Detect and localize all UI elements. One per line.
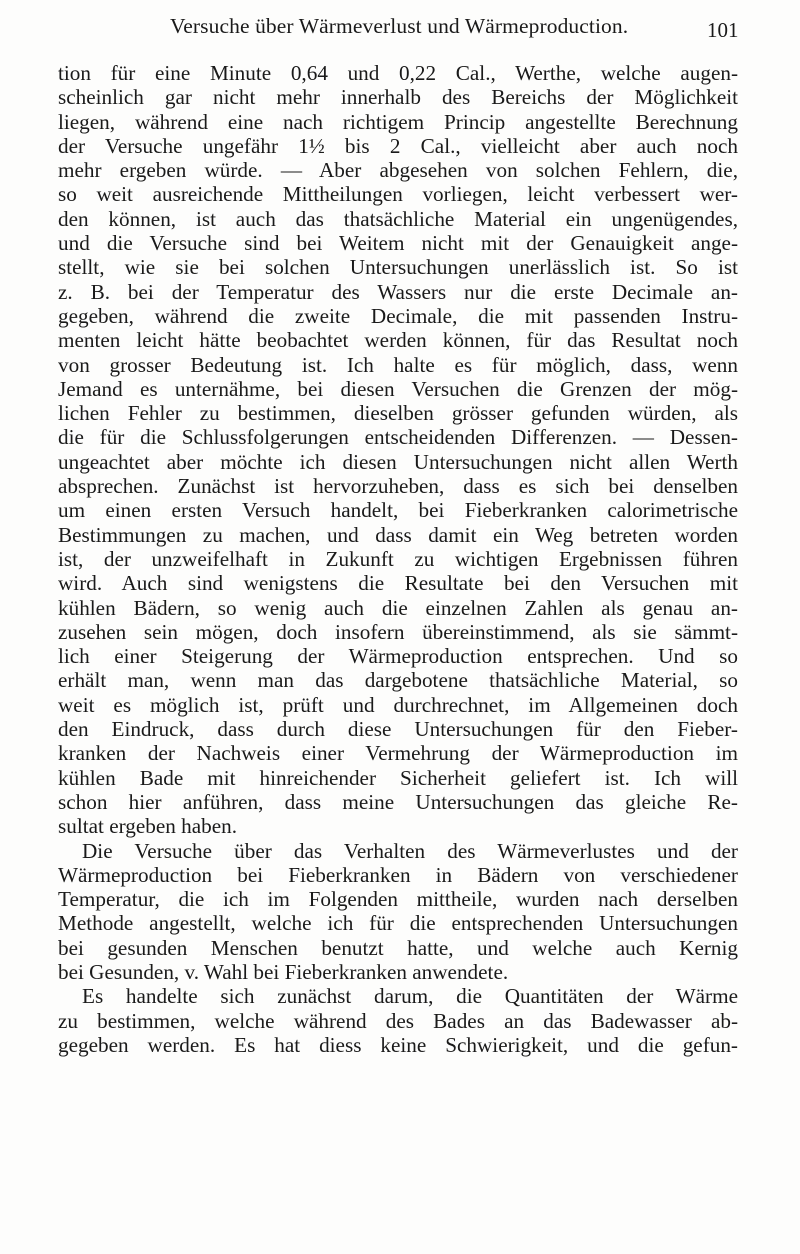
text-line: Die Versuche über das Verhalten des Wärmeverlustes und der	[82, 838, 738, 863]
text-line: scheinlich gar nicht mehr innerhalb des Bereichs der Möglichkeit	[58, 85, 738, 110]
text-line: den können, ist auch das thatsächliche Material ein ungenügendes,	[58, 206, 738, 231]
text-line: Jemand es unternähme, bei diesen Versuchen die Grenzen der mög-	[58, 376, 738, 401]
text-line: menten leicht hätte beobachtet werden können, für das Resultat noch	[58, 328, 738, 353]
text-line: absprechen. Zunächst ist hervorzuheben, dass es sich bei denselben	[58, 474, 738, 499]
text-line: wird. Auch sind wenigstens die Resultate bei den Versuchen mit	[58, 571, 738, 596]
text-line: kühlen Bade mit hinreichender Sicherheit geliefert ist. Ich will	[58, 765, 738, 790]
text-line: schon hier anführen, dass meine Untersuchungen das gleiche Re-	[58, 789, 738, 814]
text-line: zusehen sein mögen, doch insofern übereinstimmend, als sie sämmt-	[58, 619, 738, 644]
text-line: lichen Fehler zu bestimmen, dieselben grösser gefunden würden, als	[58, 401, 738, 426]
text-line: Wärmeproduction bei Fieberkranken in Bädern von verschiedener	[58, 862, 738, 887]
text-line: kühlen Bädern, so wenig auch die einzelnen Zahlen als genau an-	[58, 595, 738, 620]
text-line: zu bestimmen, welche während des Bades an das Badewasser ab-	[58, 1008, 738, 1033]
text-line: Bestimmungen zu machen, und dass damit ein Weg betreten worden	[58, 522, 738, 547]
text-line: weit es möglich ist, prüft und durchrechnet, im Allgemeinen doch	[58, 692, 738, 717]
text-line: und die Versuche sind bei Weitem nicht mit der Genauigkeit ange-	[58, 231, 738, 256]
text-line: gegeben werden. Es hat diess keine Schwierigkeit, und die gefun-	[58, 1032, 738, 1057]
page-number: 101	[707, 18, 739, 42]
text-line: Es handelte sich zunächst darum, die Quantitäten der Wärme	[82, 984, 738, 1009]
text-line: erhält man, wenn man das dargebotene thatsächliche Material, so	[58, 668, 738, 693]
text-line: so weit ausreichende Mittheilungen vorliegen, leicht verbessert wer-	[58, 182, 738, 207]
text-line: liegen, während eine nach richtigem Princip angestellte Berechnung	[58, 109, 738, 134]
text-line: ist, der unzweifelhaft in Zukunft zu wichtigen Ergebnissen führen	[58, 546, 738, 571]
running-title: Versuche über Wärmeverlust und Wärmeproduction.	[170, 14, 629, 38]
body-text	[58, 61, 738, 1057]
text-line: tion für eine Minute 0,64 und 0,22 Cal., Werthe, welche augen-	[58, 61, 738, 85]
text-line: mehr ergeben würde. — Aber abgesehen von solchen Fehlern, die,	[58, 158, 738, 183]
text-line: um einen ersten Versuch handelt, bei Fieberkranken calorimetrische	[58, 498, 738, 523]
text-line: bei gesunden Menschen benutzt hatte, und welche auch Kernig	[58, 935, 738, 960]
text-line: bei Gesunden, v. Wahl bei Fieberkranken anwendete.	[58, 959, 509, 984]
text-line: den Eindruck, dass durch diese Untersuchungen für den Fieber-	[58, 717, 738, 742]
text-line: kranken der Nachweis einer Vermehrung der Wärmeproduction im	[58, 741, 738, 766]
text-line: Methode angestellt, welche ich für die entsprechenden Untersuchungen	[58, 911, 738, 936]
text-line: die für die Schlussfolgerungen entscheidenden Differenzen. — Dessen-	[58, 425, 738, 450]
text-line: gegeben, während die zweite Decimale, die mit passenden Instru-	[58, 303, 738, 328]
text-line: stellt, wie sie bei solchen Untersuchungen unerlässlich ist. So ist	[58, 255, 738, 280]
text-line: von grosser Bedeutung ist. Ich halte es für möglich, dass, wenn	[58, 352, 738, 377]
text-line: der Versuche ungefähr 1½ bis 2 Cal., vielleicht aber auch noch	[58, 133, 738, 158]
text-line: ungeachtet aber möchte ich diesen Untersuchungen nicht allen Werth	[58, 449, 738, 474]
text-line: Temperatur, die ich im Folgenden mittheile, wurden nach derselben	[58, 887, 738, 912]
text-line: lich einer Steigerung der Wärmeproduction entsprechen. Und so	[58, 644, 738, 669]
text-line: z. B. bei der Temperatur des Wassers nur die erste Decimale an-	[58, 279, 738, 304]
text-line: sultat ergeben haben.	[58, 814, 238, 839]
